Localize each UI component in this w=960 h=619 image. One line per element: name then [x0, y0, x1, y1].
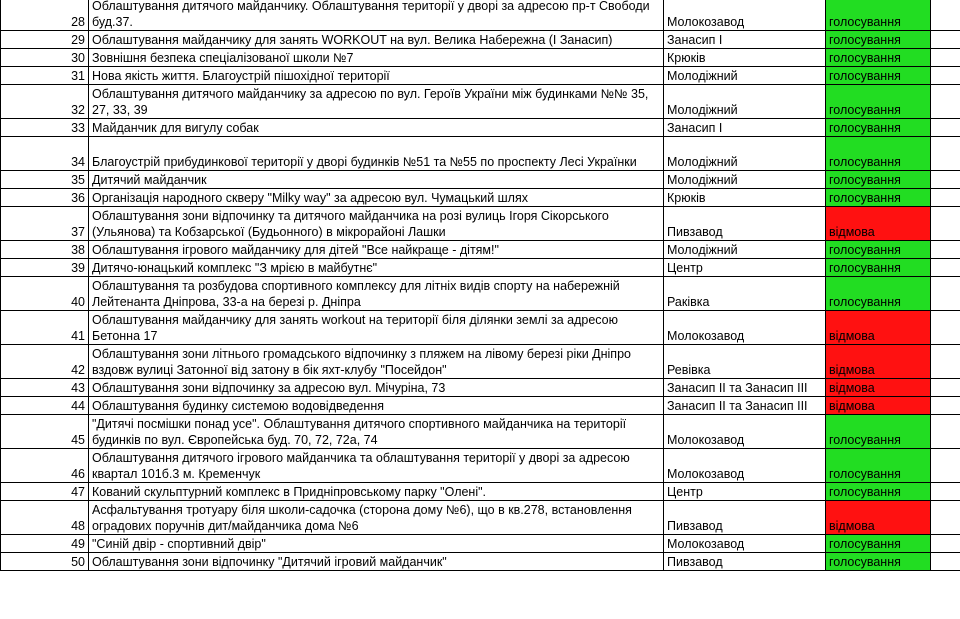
row-number-cell[interactable]: 44 — [1, 397, 89, 415]
project-name-cell[interactable]: Зовнішня безпека спеціалізованої школи №7 — [89, 49, 664, 67]
row-number-cell[interactable]: 31 — [1, 67, 89, 85]
status-cell[interactable]: голосування — [826, 85, 931, 119]
empty-cell[interactable] — [931, 207, 960, 241]
status-cell[interactable]: голосування — [826, 0, 931, 31]
project-name-cell[interactable]: Облаштування та розбудова спортивного комплексу для літніх видів спорту на набережній Лейтенанта Дніпрова, 33-а на березі р. Дніпра — [89, 277, 664, 311]
district-cell[interactable]: Молокозавод — [664, 449, 826, 483]
district-cell[interactable]: Крюків — [664, 49, 826, 67]
row-number-cell[interactable]: 49 — [1, 535, 89, 553]
table-row[interactable] — [1, 535, 960, 553]
table-row[interactable] — [1, 379, 960, 397]
status-cell[interactable]: голосування — [826, 171, 931, 189]
project-name-cell[interactable]: Облаштування зони відпочинку за адресою вул. Мічуріна, 73 — [89, 379, 664, 397]
status-cell[interactable]: відмова — [826, 311, 931, 345]
row-number-cell[interactable]: 33 — [1, 119, 89, 137]
project-name-cell[interactable]: Облаштування дитячого майданчику за адресою по вул. Героїв України між будинками №№ 35, 27, 33, 39 — [89, 85, 664, 119]
row-number-cell[interactable]: 42 — [1, 345, 89, 379]
row-number-cell[interactable]: 34 — [1, 137, 89, 171]
status-cell[interactable]: відмова — [826, 397, 931, 415]
district-cell[interactable]: Занасип І — [664, 119, 826, 137]
empty-cell[interactable] — [931, 277, 960, 311]
project-name-cell[interactable]: Облаштування майданчику для занять workout на території біля ділянки землі за адресою Бетонна 17 — [89, 311, 664, 345]
project-name-cell[interactable]: Нова якість життя. Благоустрій пішохідної території — [89, 67, 664, 85]
empty-cell[interactable] — [931, 397, 960, 415]
project-name-cell[interactable]: Облаштування майданчику для занять WORKOUT на вул. Велика Набережна (І Занасип) — [89, 31, 664, 49]
table-row[interactable] — [1, 49, 960, 67]
status-cell[interactable]: відмова — [826, 501, 931, 535]
district-cell[interactable]: Пивзавод — [664, 207, 826, 241]
table-row[interactable] — [1, 259, 960, 277]
district-cell[interactable]: Молодіжний — [664, 67, 826, 85]
empty-cell[interactable] — [931, 535, 960, 553]
table-row[interactable] — [1, 241, 960, 259]
status-cell[interactable]: голосування — [826, 67, 931, 85]
row-number-cell[interactable]: 38 — [1, 241, 89, 259]
table-row[interactable] — [1, 311, 960, 345]
row-number-cell[interactable]: 35 — [1, 171, 89, 189]
status-cell[interactable]: голосування — [826, 119, 931, 137]
row-number-cell[interactable]: 39 — [1, 259, 89, 277]
empty-cell[interactable] — [931, 67, 960, 85]
district-cell[interactable]: Молокозавод — [664, 535, 826, 553]
district-cell[interactable]: Молокозавод — [664, 311, 826, 345]
project-name-cell[interactable]: Організація народного скверу "Milky way" за адресою вул. Чумацький шлях — [89, 189, 664, 207]
table-row[interactable] — [1, 483, 960, 501]
row-number-cell[interactable]: 28 — [1, 0, 89, 31]
empty-cell[interactable] — [931, 483, 960, 501]
empty-cell[interactable] — [931, 189, 960, 207]
table-row[interactable] — [1, 415, 960, 449]
district-cell[interactable]: Пивзавод — [664, 553, 826, 571]
table-row[interactable] — [1, 397, 960, 415]
status-cell[interactable]: голосування — [826, 277, 931, 311]
table-row[interactable] — [1, 119, 960, 137]
district-cell[interactable]: Ревівка — [664, 345, 826, 379]
row-number-cell[interactable]: 41 — [1, 311, 89, 345]
empty-cell[interactable] — [931, 137, 960, 171]
row-number-cell[interactable]: 37 — [1, 207, 89, 241]
empty-cell[interactable] — [931, 259, 960, 277]
status-cell[interactable]: відмова — [826, 379, 931, 397]
empty-cell[interactable] — [931, 415, 960, 449]
projects-table-body — [1, 0, 960, 571]
table-row[interactable] — [1, 67, 960, 85]
row-number-cell[interactable]: 40 — [1, 277, 89, 311]
status-cell[interactable]: голосування — [826, 415, 931, 449]
table-row[interactable] — [1, 31, 960, 49]
empty-cell[interactable] — [931, 553, 960, 571]
row-number-cell[interactable]: 30 — [1, 49, 89, 67]
district-cell[interactable]: Занасип ІІ та Занасип ІІІ — [664, 379, 826, 397]
row-number-cell[interactable]: 43 — [1, 379, 89, 397]
table-row[interactable] — [1, 0, 960, 31]
district-cell[interactable]: Пивзавод — [664, 501, 826, 535]
empty-cell[interactable] — [931, 241, 960, 259]
empty-cell[interactable] — [931, 171, 960, 189]
project-name-cell[interactable]: "Дитячі посмішки понад усе". Облаштування дитячого спортивного майданчика на території будинків по вул. Європейська буд. 70, 72, 72а, 74 — [89, 415, 664, 449]
empty-cell[interactable] — [931, 0, 960, 31]
table-row[interactable] — [1, 501, 960, 535]
project-name-cell[interactable]: Асфальтування тротуару біля школи-садочка (сторона дому №6), що в кв.278, встановлення огрaдових поручнів дит/майданчика дома №6 — [89, 501, 664, 535]
status-cell[interactable]: голосування — [826, 483, 931, 501]
project-name-cell[interactable]: Дитячо-юнацький комплекс "З мрією в майбутнє" — [89, 259, 664, 277]
status-cell[interactable]: голосування — [826, 49, 931, 67]
project-name-cell[interactable]: Облаштування ігрового майданчику для дітей "Все найкраще - дітям!" — [89, 241, 664, 259]
table-row[interactable] — [1, 207, 960, 241]
district-cell[interactable]: Крюків — [664, 189, 826, 207]
table-row[interactable] — [1, 171, 960, 189]
project-name-cell[interactable]: Облаштування дитячого майданчику. Облаштування території у дворі за адресою пр-т Свободи буд.37. — [89, 0, 664, 31]
status-cell[interactable]: голосування — [826, 189, 931, 207]
status-cell[interactable]: голосування — [826, 137, 931, 171]
district-cell[interactable]: Центр — [664, 483, 826, 501]
status-cell[interactable]: голосування — [826, 553, 931, 571]
table-row[interactable] — [1, 189, 960, 207]
district-cell[interactable]: Занасип І — [664, 31, 826, 49]
table-row[interactable] — [1, 137, 960, 171]
row-number-cell[interactable]: 36 — [1, 189, 89, 207]
empty-cell[interactable] — [931, 345, 960, 379]
row-number-cell[interactable]: 29 — [1, 31, 89, 49]
status-cell[interactable]: голосування — [826, 241, 931, 259]
table-row[interactable] — [1, 553, 960, 571]
empty-cell[interactable] — [931, 379, 960, 397]
project-name-cell[interactable]: Майданчик для вигулу собак — [89, 119, 664, 137]
status-cell[interactable]: голосування — [826, 535, 931, 553]
project-name-cell[interactable]: "Синій двір - спортивний двір" — [89, 535, 664, 553]
project-name-cell[interactable]: Облаштування будинку системою водовідведення — [89, 397, 664, 415]
district-cell[interactable]: Молокозавод — [664, 415, 826, 449]
empty-cell[interactable] — [931, 49, 960, 67]
district-cell[interactable]: Центр — [664, 259, 826, 277]
status-cell[interactable]: відмова — [826, 345, 931, 379]
table-row[interactable] — [1, 277, 960, 311]
project-name-cell[interactable]: Облаштування дитячого ігрового майданчика та облаштування території у дворі за адресою квартал 101б.3 м. Кременчук — [89, 449, 664, 483]
status-cell[interactable]: голосування — [826, 31, 931, 49]
project-name-cell[interactable]: Благоустрій прибудинкової території у дворі будинків №51 та №55 по проспекту Лесі Українки — [89, 137, 664, 171]
status-cell[interactable]: голосування — [826, 259, 931, 277]
project-name-cell[interactable]: Облаштування зони відпочинку та дитячого майданчика на розі вулиць Ігоря Сікорського (Ульянова) та Кобзарської (Будьонного) в мікрорайоні Лашки — [89, 207, 664, 241]
district-cell[interactable]: Раківка — [664, 277, 826, 311]
district-cell[interactable]: Молодіжний — [664, 171, 826, 189]
project-name-cell[interactable]: Кований скульптурний комплекс в Придніпровському парку "Олені". — [89, 483, 664, 501]
table-row[interactable] — [1, 345, 960, 379]
empty-cell[interactable] — [931, 85, 960, 119]
row-number-cell[interactable]: 47 — [1, 483, 89, 501]
row-number-cell[interactable]: 48 — [1, 501, 89, 535]
row-number-cell[interactable]: 46 — [1, 449, 89, 483]
row-number-cell[interactable]: 45 — [1, 415, 89, 449]
empty-cell[interactable] — [931, 449, 960, 483]
district-cell[interactable]: Молодіжний — [664, 137, 826, 171]
empty-cell[interactable] — [931, 311, 960, 345]
project-name-cell[interactable]: Облаштування зони відпочинку "Дитячий ігровий майданчик" — [89, 553, 664, 571]
district-cell[interactable]: Занасип ІІ та Занасип ІІІ — [664, 397, 826, 415]
project-name-cell[interactable]: Дитячий майданчик — [89, 171, 664, 189]
status-cell[interactable]: голосування — [826, 449, 931, 483]
row-number-cell[interactable]: 50 — [1, 553, 89, 571]
empty-cell[interactable] — [931, 501, 960, 535]
empty-cell[interactable] — [931, 31, 960, 49]
district-cell[interactable]: Молодіжний — [664, 85, 826, 119]
table-row[interactable] — [1, 449, 960, 483]
row-number-cell[interactable]: 32 — [1, 85, 89, 119]
status-cell[interactable]: відмова — [826, 207, 931, 241]
empty-cell[interactable] — [931, 119, 960, 137]
district-cell[interactable]: Молокозавод — [664, 0, 826, 31]
table-row[interactable] — [1, 85, 960, 119]
project-name-cell[interactable]: Облаштування зони літнього громадського відпочинку з пляжем на лівому березі ріки Дніпро вздовж вулиці Затонної від затону в бік яхт-клубу "Посейдон" — [89, 345, 664, 379]
district-cell[interactable]: Молодіжний — [664, 241, 826, 259]
